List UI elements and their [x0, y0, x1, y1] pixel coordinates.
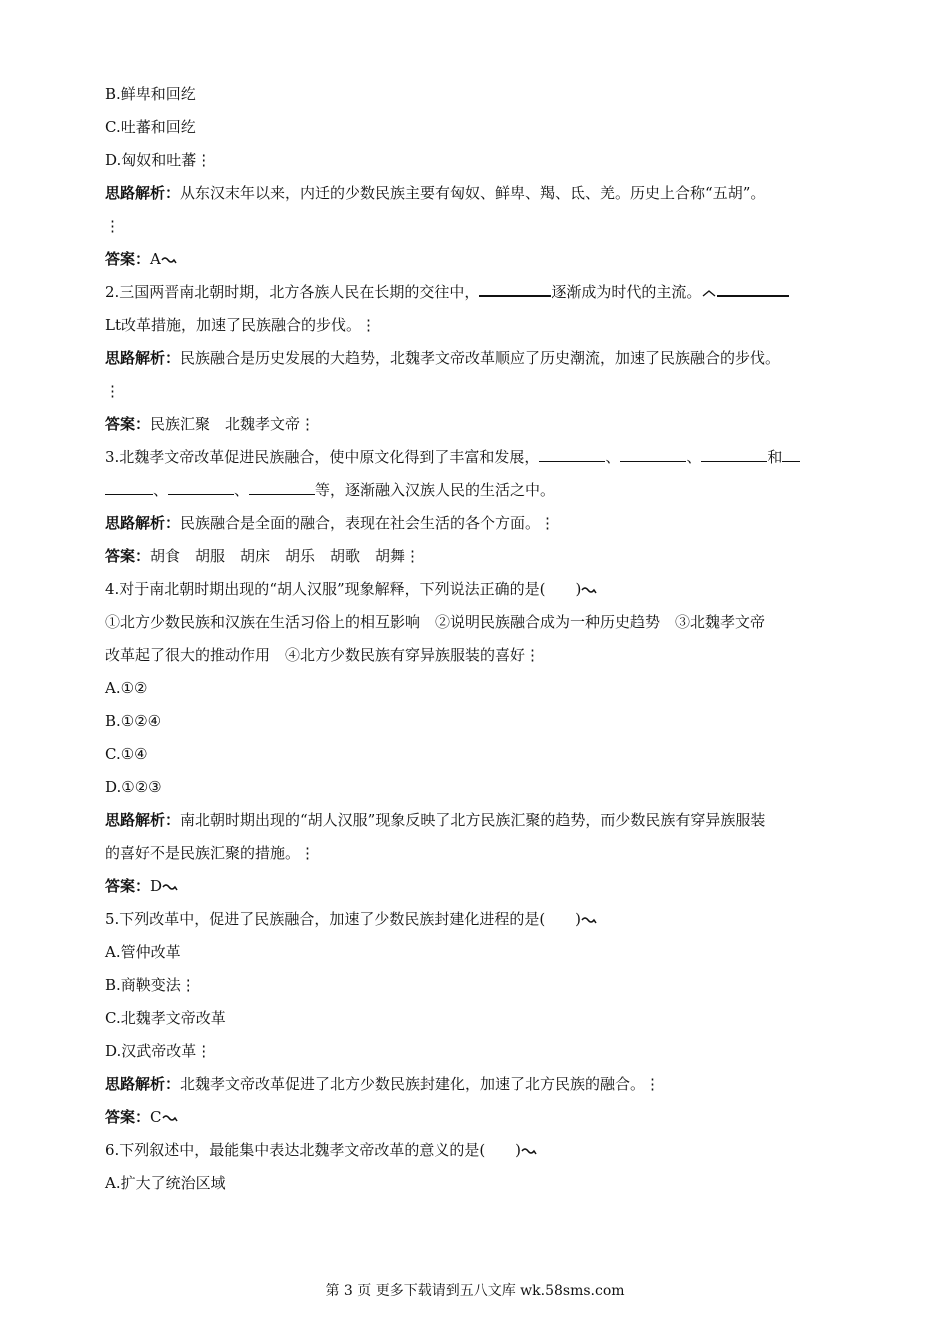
q1-option-b: B.鲜卑和回纥	[105, 85, 196, 103]
q3-text: 3.北魏孝文帝改革促进民族融合，使中原文化得到了丰富和发展， 、 、 和	[105, 441, 865, 474]
document-body	[105, 78, 865, 1200]
q4-option-c: C.①④	[105, 745, 148, 763]
q5-text: 5.下列改革中，促进了民族融合，加速了少数民族封建化进程的是( )	[105, 903, 865, 936]
q1-option-c: C.吐蕃和回纥	[105, 118, 196, 136]
q4-answer: 答案：D	[105, 870, 865, 903]
q5-analysis: 思路解析：北魏孝文帝改革促进了北方少数民族封建化，加速了北方民族的融合。⋮	[105, 1075, 661, 1093]
stray-mark: ⋮	[105, 217, 120, 235]
q4-statements: ①北方少数民族和汉族在生活习俗上的相互影响 ②说明民族融合成为一种历史趋势 ③北魏孝文帝	[105, 613, 766, 631]
q4-statements-cont: 改革起了很大的推动作用 ④北方少数民族有穿异族服装的喜好⋮	[105, 646, 541, 664]
q4-option-a: A.①②	[105, 679, 148, 697]
q6-option-a: A.扩大了统治区域	[105, 1174, 226, 1192]
q6-text: 6.下列叙述中，最能集中表达北魏孝文帝改革的意义的是( )	[105, 1134, 865, 1167]
stray-mark: ⋮	[105, 382, 120, 400]
scribble-mark-icon	[162, 882, 178, 892]
q4-analysis-cont: 的喜好不是民族汇聚的措施。⋮	[105, 844, 316, 862]
q2-answer: 答案：民族汇聚 北魏孝文帝⋮	[105, 415, 316, 433]
q5-option-a: A.管仲改革	[105, 943, 181, 961]
q3-answer: 答案：胡食 胡服 胡床 胡乐 胡歌 胡舞⋮	[105, 547, 421, 565]
scribble-mark-icon	[162, 1113, 178, 1123]
page-footer: 第 3 页 更多下载请到五八文库 wk.58sms.com	[325, 1283, 625, 1299]
scribble-mark-icon	[161, 255, 177, 265]
scribble-mark-icon	[521, 1146, 537, 1156]
q1-analysis: 思路解析：从东汉末年以来，内迁的少数民族主要有匈奴、鲜卑、羯、氐、羌。历史上合称“五胡”。	[105, 184, 766, 202]
caret-mark-icon	[701, 288, 717, 298]
q5-option-c: C.北魏孝文帝改革	[105, 1009, 226, 1027]
q5-option-d: D.汉武帝改革⋮	[105, 1042, 212, 1060]
q1-option-d: D.匈奴和吐蕃⋮	[105, 151, 212, 169]
scribble-mark-icon	[581, 585, 597, 595]
q3-analysis: 思路解析：民族融合是全面的融合，表现在社会生活的各个方面。⋮	[105, 514, 556, 532]
q4-option-d: D.①②③	[105, 778, 162, 796]
q2-analysis: 思路解析：民族融合是历史发展的大趋势，北魏孝文帝改革顺应了历史潮流，加速了民族融合的步伐。	[105, 349, 781, 367]
scribble-mark-icon	[581, 915, 597, 925]
q4-analysis: 思路解析：南北朝时期出现的“胡人汉服”现象反映了北方民族汇聚的趋势，而少数民族有穿异族服装	[105, 811, 766, 829]
q5-option-b: B.商鞅变法⋮	[105, 976, 196, 994]
q2-text-cont: Lt改革措施，加速了民族融合的步伐。⋮	[105, 316, 377, 334]
q4-text: 4.对于南北朝时期出现的“胡人汉服”现象解释，下列说法正确的是( )	[105, 573, 865, 606]
q5-answer: 答案：C	[105, 1101, 865, 1134]
q3-text-cont: 、 、 等，逐渐融入汉族人民的生活之中。	[105, 474, 865, 507]
q1-answer: 答案：A	[105, 243, 865, 276]
q2-text: 2.三国两晋南北朝时期，北方各族人民在长期的交往中， 逐渐成为时代的主流。	[105, 276, 865, 309]
q4-option-b: B.①②④	[105, 712, 162, 730]
